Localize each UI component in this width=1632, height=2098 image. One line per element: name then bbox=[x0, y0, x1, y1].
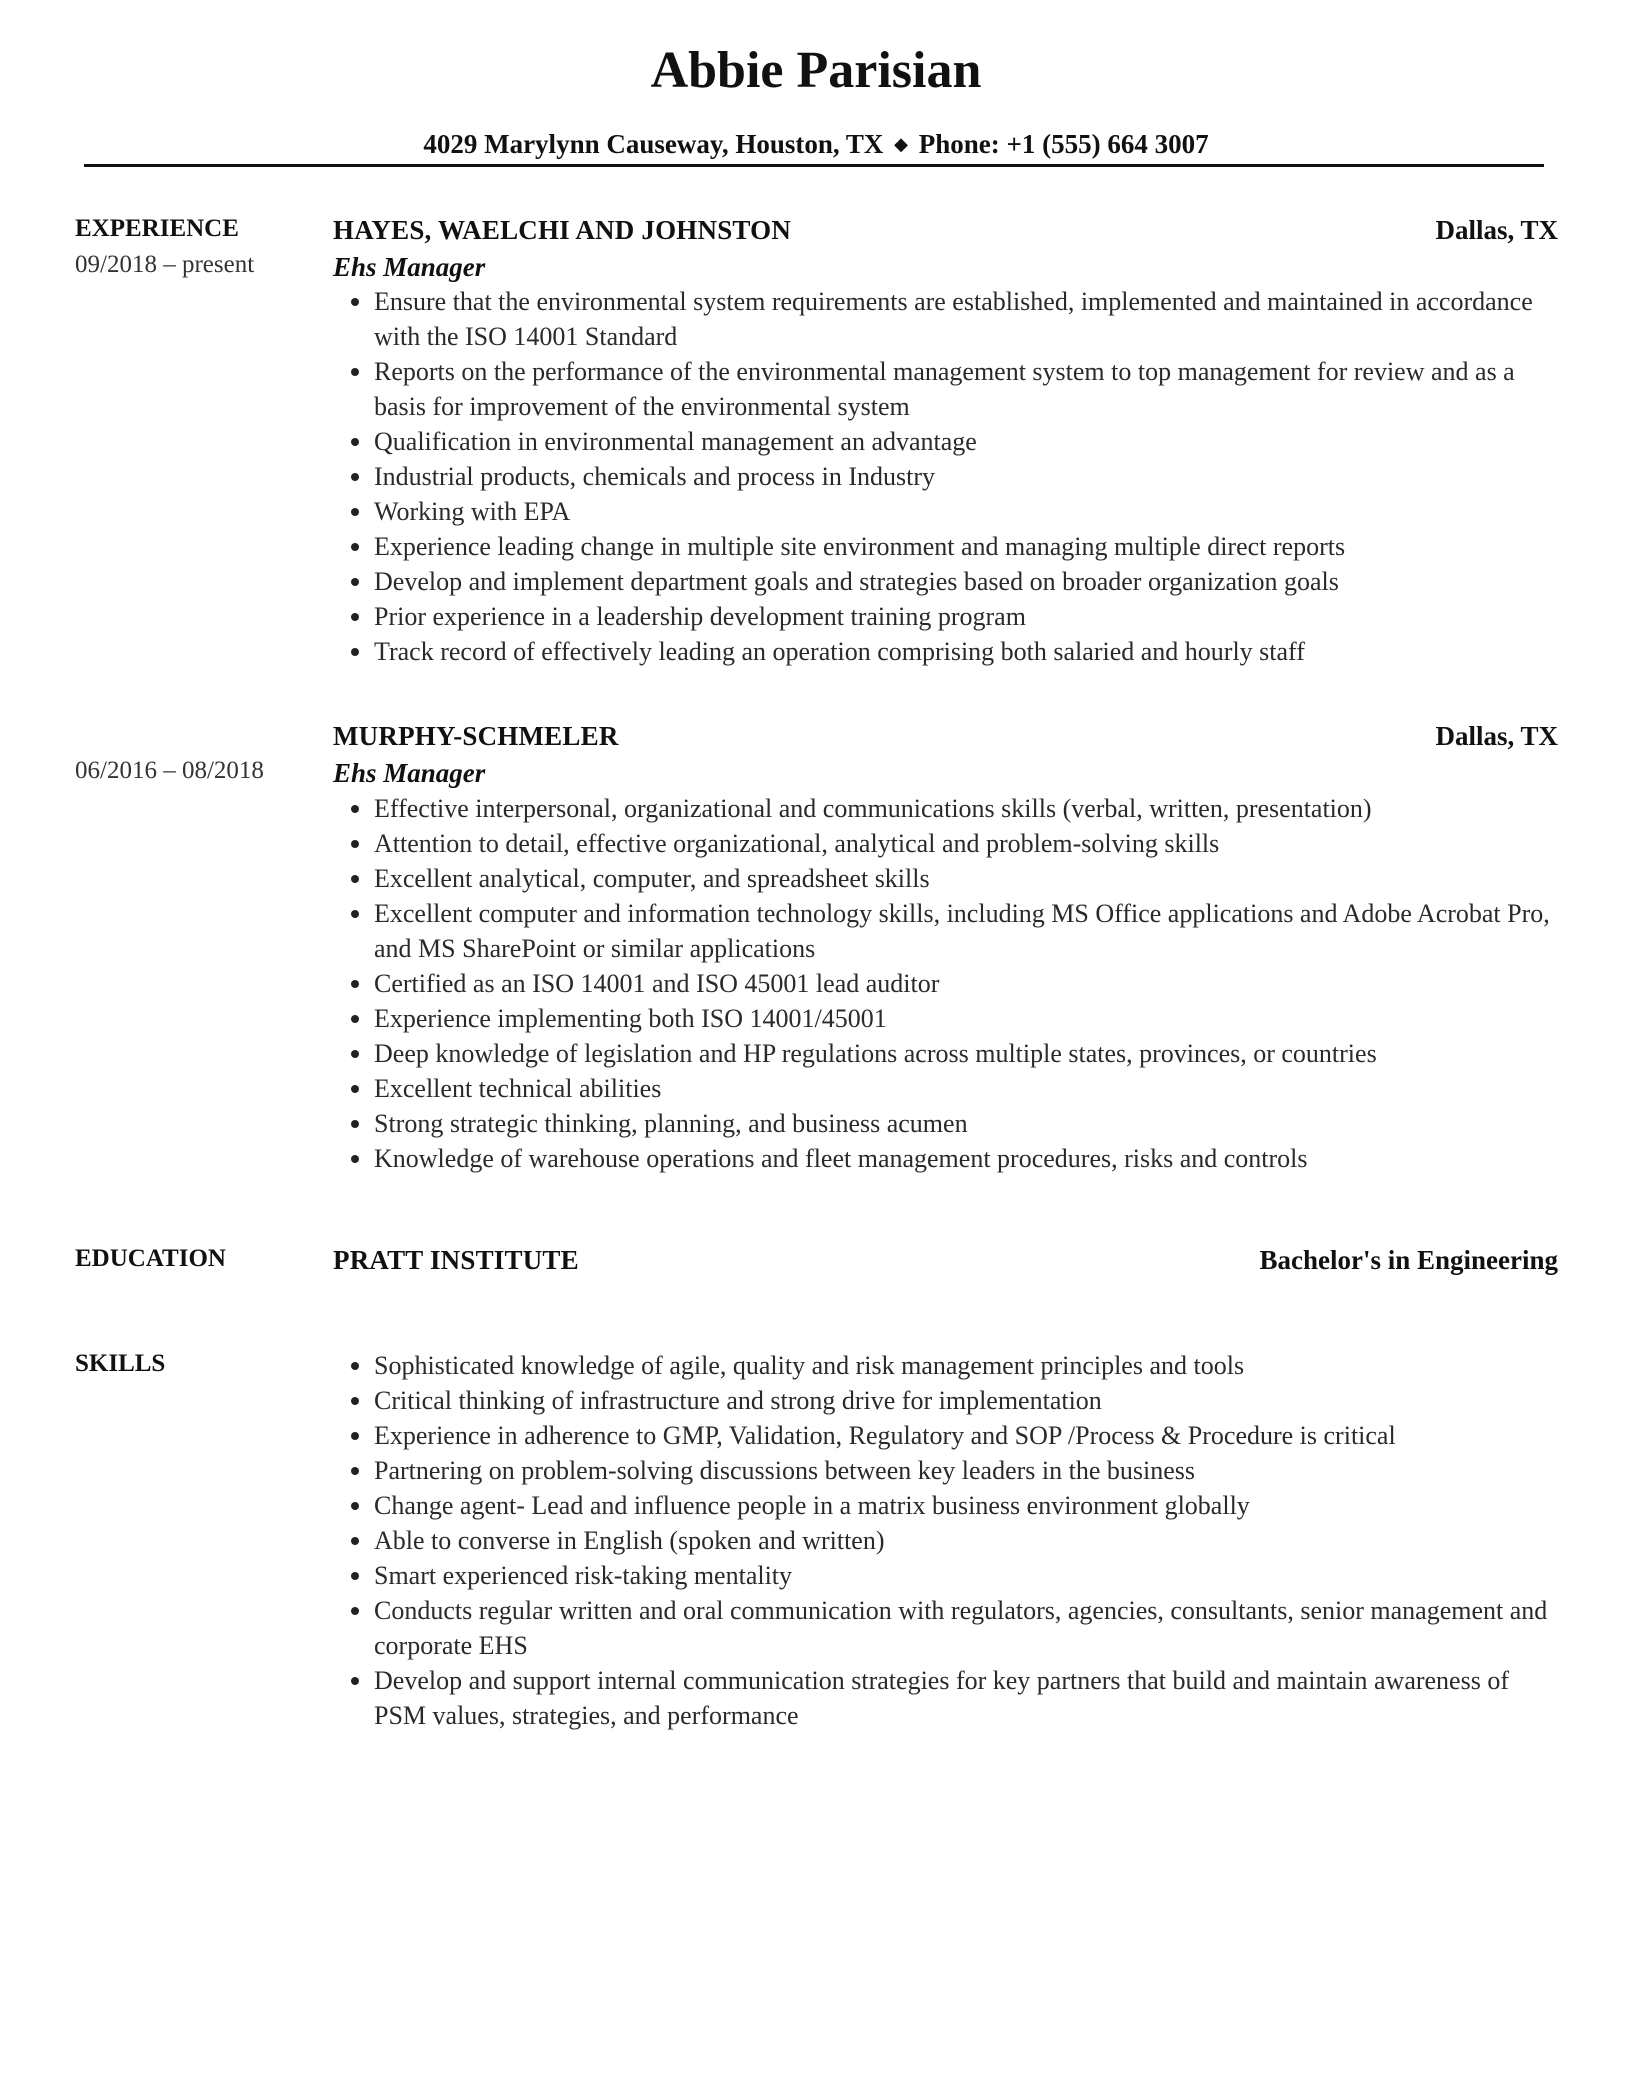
section-label-experience: EXPERIENCE bbox=[75, 215, 239, 242]
list-item: Sophisticated knowledge of agile, quality and risk management principles and tools bbox=[374, 1348, 1554, 1383]
list-item: Reports on the performance of the environmental management system to top management for review and as a basis for improvement of the environmental system bbox=[374, 354, 1554, 424]
candidate-name: Abbie Parisian bbox=[650, 42, 982, 99]
list-item: Develop and support internal communication strategies for key partners that build and maintain awareness of PSM values, strategies, and performance bbox=[374, 1663, 1554, 1733]
list-item: Knowledge of warehouse operations and fleet management procedures, risks and controls bbox=[374, 1141, 1554, 1176]
job-company: HAYES, WAELCHI AND JOHNSTON bbox=[333, 215, 792, 245]
job-dates: 09/2018 – present bbox=[75, 251, 255, 278]
list-item: Prior experience in a leadership development training program bbox=[374, 599, 1554, 634]
list-item: Excellent computer and information technology skills, including MS Office applications and Adobe Acrobat Pro, and MS SharePoint or similar applications bbox=[374, 896, 1554, 966]
job-bullets bbox=[374, 791, 1554, 1176]
diamond-separator-icon: ◆ bbox=[894, 134, 909, 154]
job-title: Ehs Manager bbox=[333, 758, 486, 788]
list-item: Attention to detail, effective organizational, analytical and problem-solving skills bbox=[374, 826, 1554, 861]
header-divider bbox=[84, 164, 1544, 167]
list-item: Ensure that the environmental system requirements are established, implemented and maintained in accordance with the ISO 14001 Standard bbox=[374, 284, 1554, 354]
list-item: Experience implementing both ISO 14001/45001 bbox=[374, 1001, 1554, 1036]
job-company: MURPHY-SCHMELER bbox=[333, 721, 619, 751]
education-school: PRATT INSTITUTE bbox=[333, 1245, 579, 1275]
address: 4029 Marylynn Causeway, Houston, TX bbox=[423, 129, 884, 159]
list-item: Smart experienced risk-taking mentality bbox=[374, 1558, 1554, 1593]
list-item: Experience leading change in multiple site environment and managing multiple direct reports bbox=[374, 529, 1554, 564]
job-title: Ehs Manager bbox=[333, 252, 486, 282]
education-degree: Bachelor's in Engineering bbox=[1259, 1245, 1558, 1275]
list-item: Critical thinking of infrastructure and strong drive for implementation bbox=[374, 1383, 1554, 1418]
list-item: Deep knowledge of legislation and HP regulations across multiple states, provinces, or countries bbox=[374, 1036, 1554, 1071]
section-label-skills: SKILLS bbox=[75, 1350, 166, 1377]
skills-list bbox=[374, 1348, 1554, 1733]
job-location: Dallas, TX bbox=[1435, 721, 1558, 751]
list-item: Excellent analytical, computer, and spreadsheet skills bbox=[374, 861, 1554, 896]
list-item: Working with EPA bbox=[374, 494, 1554, 529]
list-item: Excellent technical abilities bbox=[374, 1071, 1554, 1106]
list-item: Experience in adherence to GMP, Validation, Regulatory and SOP /Process & Procedure is critical bbox=[374, 1418, 1554, 1453]
list-item: Track record of effectively leading an operation comprising both salaried and hourly staff bbox=[374, 634, 1554, 669]
list-item: Certified as an ISO 14001 and ISO 45001 lead auditor bbox=[374, 966, 1554, 1001]
section-label-education: EDUCATION bbox=[75, 1245, 226, 1272]
job-location: Dallas, TX bbox=[1435, 215, 1558, 245]
list-item: Develop and implement department goals and strategies based on broader organization goals bbox=[374, 564, 1554, 599]
contact-line bbox=[0, 126, 1632, 162]
list-item: Effective interpersonal, organizational and communications skills (verbal, written, presentation) bbox=[374, 791, 1554, 826]
list-item: Change agent- Lead and influence people in a matrix business environment globally bbox=[374, 1488, 1554, 1523]
job-dates: 06/2016 – 08/2018 bbox=[75, 757, 264, 784]
job-bullets bbox=[374, 284, 1554, 669]
phone: Phone: +1 (555) 664 3007 bbox=[918, 129, 1209, 159]
list-item: Partnering on problem-solving discussions between key leaders in the business bbox=[374, 1453, 1554, 1488]
list-item: Able to converse in English (spoken and written) bbox=[374, 1523, 1554, 1558]
list-item: Strong strategic thinking, planning, and business acumen bbox=[374, 1106, 1554, 1141]
list-item: Industrial products, chemicals and process in Industry bbox=[374, 459, 1554, 494]
list-item: Qualification in environmental management an advantage bbox=[374, 424, 1554, 459]
list-item: Conducts regular written and oral communication with regulators, agencies, consultants, senior management and corporate EHS bbox=[374, 1593, 1554, 1663]
